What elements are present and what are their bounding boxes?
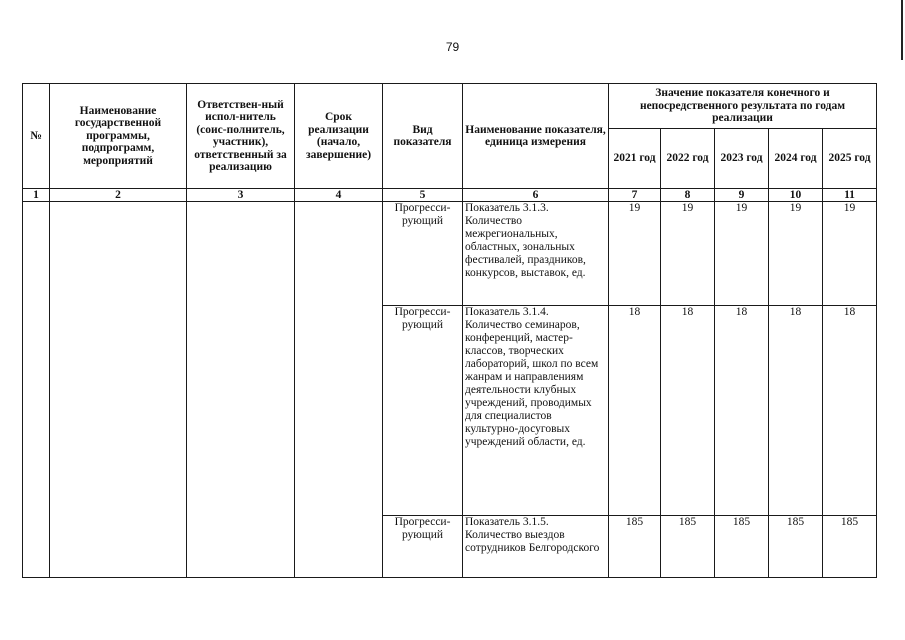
- cell-value-2023: 19: [715, 202, 769, 306]
- column-number: 5: [383, 189, 463, 202]
- cell-value-2025: 185: [823, 516, 877, 578]
- header-year-2021: 2021 год: [609, 129, 661, 189]
- cell-value-2025: 19: [823, 202, 877, 306]
- column-number: 6: [463, 189, 609, 202]
- cell-value-2023: 18: [715, 306, 769, 516]
- column-number-row: [23, 189, 877, 202]
- cell-value-2024: 18: [769, 306, 823, 516]
- cell-value-2021: 18: [609, 306, 661, 516]
- header-responsible: Ответствен-ный испол-нитель (соис-полнитель, участник), ответственный за реализацию: [187, 84, 295, 189]
- header-kind: Вид показателя: [383, 84, 463, 189]
- scan-edge-line: [901, 0, 903, 60]
- header-year-2022: 2022 год: [661, 129, 715, 189]
- column-number: 8: [661, 189, 715, 202]
- header-indicator: Наименование показателя, единица измерения: [463, 84, 609, 189]
- cell-indicator: Показатель 3.1.5. Количество выездов сотрудников Белгородского: [463, 516, 609, 578]
- cell-value-2022: 19: [661, 202, 715, 306]
- cell-num-empty: [23, 202, 50, 578]
- indicators-table: [22, 83, 877, 578]
- header-num: №: [23, 84, 50, 189]
- cell-kind: Прогресси-рующий: [383, 202, 463, 306]
- header-year-2023: 2023 год: [715, 129, 769, 189]
- column-number: 7: [609, 189, 661, 202]
- cell-value-2022: 185: [661, 516, 715, 578]
- cell-value-2021: 185: [609, 516, 661, 578]
- column-number: 10: [769, 189, 823, 202]
- column-number: 3: [187, 189, 295, 202]
- page-number: 79: [445, 40, 460, 54]
- column-number: 2: [50, 189, 187, 202]
- header-year-2024: 2024 год: [769, 129, 823, 189]
- cell-value-2024: 19: [769, 202, 823, 306]
- cell-kind: Прогресси-рующий: [383, 516, 463, 578]
- column-number: 4: [295, 189, 383, 202]
- cell-value-2023: 185: [715, 516, 769, 578]
- table-row: [23, 202, 877, 306]
- cell-kind: Прогресси-рующий: [383, 306, 463, 516]
- cell-period-empty: [295, 202, 383, 578]
- header-period: Срок реализации (начало, завершение): [295, 84, 383, 189]
- cell-value-2021: 19: [609, 202, 661, 306]
- cell-indicator: Показатель 3.1.4. Количество семинаров, конференций, мастер-классов, творческих лабораторий, школ по всем жанрам и направлениям деятельности клубных учреждений, проводимых для специалистов культурно-досуговых учреждений области, ед.: [463, 306, 609, 516]
- cell-indicator: Показатель 3.1.3. Количество межрегиональных, областных, зональных фестивалей, праздников, конкурсов, выставок, ед.: [463, 202, 609, 306]
- column-number: 1: [23, 189, 50, 202]
- header-program: Наименование государственной программы, подпрограмм, мероприятий: [50, 84, 187, 189]
- cell-program-empty: [50, 202, 187, 578]
- column-number: 11: [823, 189, 877, 202]
- cell-value-2025: 18: [823, 306, 877, 516]
- header-year-2025: 2025 год: [823, 129, 877, 189]
- column-number: 9: [715, 189, 769, 202]
- cell-responsible-empty: [187, 202, 295, 578]
- cell-value-2024: 185: [769, 516, 823, 578]
- header-values-group: Значение показателя конечного и непосредственного результата по годам реализации: [609, 84, 877, 129]
- cell-value-2022: 18: [661, 306, 715, 516]
